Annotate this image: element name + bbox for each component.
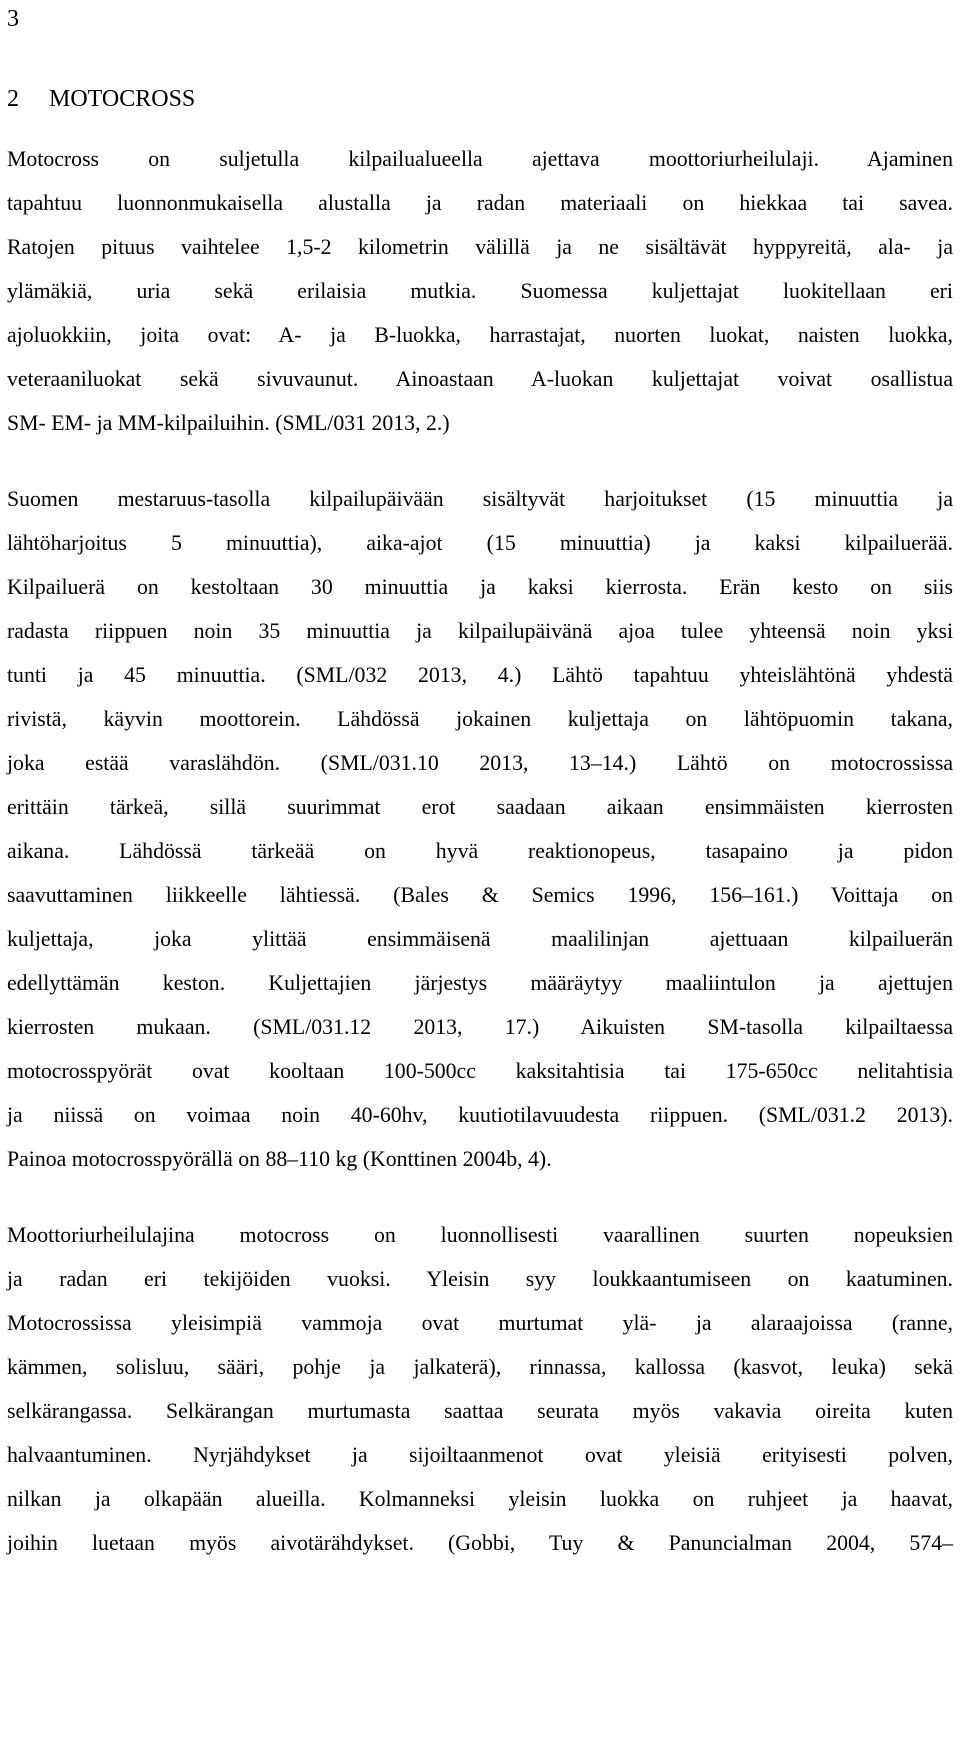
text-line: ajoluokkiin, joita ovat: A- ja B-luokka, harrastajat, nuorten luokat, naisten luokka, xyxy=(7,323,953,347)
text-line: motocrosspyörät ovat kooltaan 100-500cc kaksitahtisia tai 175-650cc nelitahtisia xyxy=(7,1059,953,1083)
text-line: ylämäkiä, uria sekä erilaisia mutkia. Suomessa kuljettajat luokitellaan eri xyxy=(7,279,953,303)
text-line: aikana. Lähdössä tärkeää on hyvä reaktionopeus, tasapaino ja pidon xyxy=(7,839,953,863)
text-line: Painoa motocrosspyörällä on 88–110 kg (Konttinen 2004b, 4). xyxy=(7,1147,552,1171)
text-line: joihin luetaan myös aivotärähdykset. (Gobbi, Tuy & Panuncialman 2004, 574– xyxy=(7,1531,953,1555)
text-line: Moottoriurheilulajina motocross on luonnollisesti vaarallinen suurten nopeuksien xyxy=(7,1223,953,1247)
section-heading xyxy=(7,84,195,114)
text-line: saavuttaminen liikkeelle lähtiessä. (Bales & Semics 1996, 156–161.) Voittaja on xyxy=(7,883,953,907)
text-line: Ratojen pituus vaihtelee 1,5-2 kilometrin välillä ja ne sisältävät hyppyreitä, ala- ja xyxy=(7,235,953,259)
text-line: edellyttämän keston. Kuljettajien järjestys määräytyy maaliintulon ja ajettujen xyxy=(7,971,953,995)
text-line: ja niissä on voimaa noin 40-60hv, kuutiotilavuudesta riippuen. (SML/031.2 2013). xyxy=(7,1103,953,1127)
text-line: kämmen, solisluu, sääri, pohje ja jalkaterä), rinnassa, kallossa (kasvot, leuka) sekä xyxy=(7,1355,953,1379)
text-line: Motocross on suljetulla kilpailualueella ajettava moottoriurheilulaji. Ajaminen xyxy=(7,147,953,171)
text-line: Kilpailuerä on kestoltaan 30 minuuttia ja kaksi kierrosta. Erän kesto on siis xyxy=(7,575,953,599)
text-line: SM- EM- ja MM-kilpailuihin. (SML/031 2013, 2.) xyxy=(7,411,450,435)
text-line: kuljettaja, joka ylittää ensimmäisenä maalilinjan ajettuaan kilpailuerän xyxy=(7,927,953,951)
text-line: nilkan ja olkapään alueilla. Kolmanneksi yleisin luokka on ruhjeet ja haavat, xyxy=(7,1487,953,1511)
section-number: 2 xyxy=(7,86,19,112)
text-line: tunti ja 45 minuuttia. (SML/032 2013, 4.) Lähtö tapahtuu yhteislähtönä yhdestä xyxy=(7,663,953,687)
page-number: 3 xyxy=(7,6,19,32)
text-line: Motocrossissa yleisimpiä vammoja ovat murtumat ylä- ja alaraajoissa (ranne, xyxy=(7,1311,953,1335)
text-line: tapahtuu luonnonmukaisella alustalla ja radan materiaali on hiekkaa tai savea. xyxy=(7,191,953,215)
text-line: erittäin tärkeä, sillä suurimmat erot saadaan aikaan ensimmäisten kierrosten xyxy=(7,795,953,819)
text-line: selkärangassa. Selkärangan murtumasta saattaa seurata myös vakavia oireita kuten xyxy=(7,1399,953,1423)
text-line: veteraaniluokat sekä sivuvaunut. Ainoastaan A-luokan kuljettajat voivat osallistua xyxy=(7,367,953,391)
section-title: MOTOCROSS xyxy=(49,86,196,112)
text-line: joka estää varaslähdön. (SML/031.10 2013, 13–14.) Lähtö on motocrossissa xyxy=(7,751,953,775)
text-line: ja radan eri tekijöiden vuoksi. Yleisin syy loukkaantumiseen on kaatuminen. xyxy=(7,1267,953,1291)
text-line: lähtöharjoitus 5 minuuttia), aika-ajot (15 minuuttia) ja kaksi kilpailuerää. xyxy=(7,531,953,555)
text-line: rivistä, käyvin moottorein. Lähdössä jokainen kuljettaja on lähtöpuomin takana, xyxy=(7,707,953,731)
text-line: halvaantuminen. Nyrjähdykset ja sijoiltaanmenot ovat yleisiä erityisesti polven, xyxy=(7,1443,953,1467)
text-line: kierrosten mukaan. (SML/031.12 2013, 17.) Aikuisten SM-tasolla kilpailtaessa xyxy=(7,1015,953,1039)
text-line: radasta riippuen noin 35 minuuttia ja kilpailupäivänä ajoa tulee yhteensä noin yksi xyxy=(7,619,953,643)
text-line: Suomen mestaruus-tasolla kilpailupäivään sisältyvät harjoitukset (15 minuuttia ja xyxy=(7,487,953,511)
